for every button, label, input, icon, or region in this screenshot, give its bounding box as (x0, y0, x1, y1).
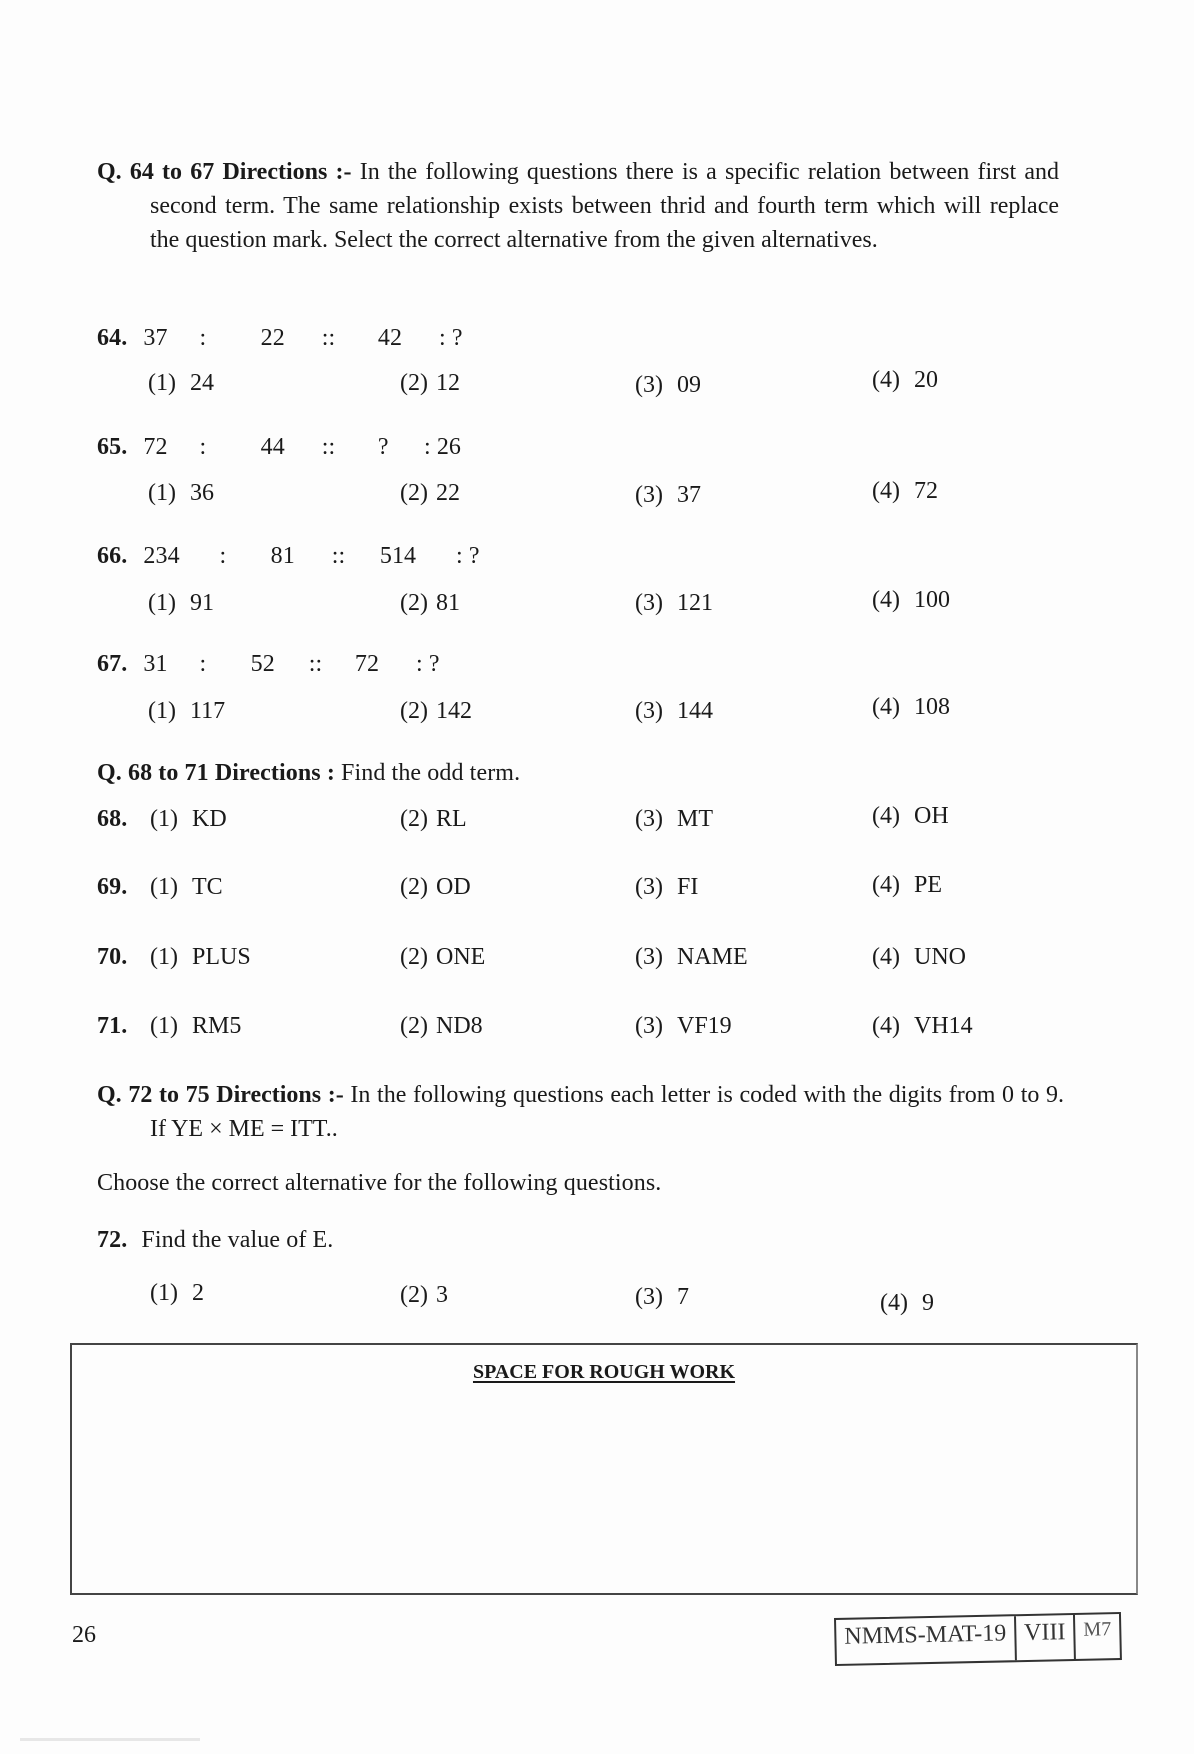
option-label: (3) (635, 698, 663, 724)
option-value: MT (676, 806, 713, 832)
option-value: 2 (191, 1280, 204, 1306)
option-label: (4) (872, 872, 900, 898)
option-64-2[interactable] (400, 370, 460, 397)
scan-artifact (20, 1738, 200, 1741)
term: 42 (377, 325, 403, 351)
option-label: (4) (872, 587, 900, 613)
question-68 (97, 806, 127, 833)
option-label: (2) (400, 1282, 428, 1308)
option-label: (3) (635, 590, 663, 616)
term: :: (321, 434, 336, 460)
option-label: (2) (400, 944, 428, 970)
term: 81 (270, 543, 295, 569)
directions-72-75 (97, 1078, 1064, 1146)
option-value: 24 (189, 370, 214, 396)
term: ? (377, 434, 389, 460)
term: 72 (354, 651, 380, 677)
option-label: (3) (635, 372, 663, 398)
option-label: (3) (635, 874, 663, 900)
option-label: (3) (635, 1013, 663, 1039)
term: 44 (260, 434, 285, 460)
option-64-3[interactable] (635, 372, 701, 399)
option-label: (3) (635, 944, 663, 970)
option-label: (3) (635, 806, 663, 832)
option-value: 121 (676, 590, 713, 616)
directions-text: In the following questions each letter is coded with the digits from 0 to 9. If YE × ME = ITT.. (150, 1082, 1065, 1142)
option-value: PLUS (191, 944, 251, 970)
option-70-3[interactable] (635, 944, 748, 971)
option-65-4[interactable] (872, 478, 938, 505)
option-67-3[interactable] (635, 698, 713, 725)
option-71-3[interactable] (635, 1013, 732, 1040)
option-label: (4) (880, 1290, 908, 1316)
option-68-1[interactable] (150, 806, 227, 833)
option-value: 22 (435, 480, 460, 506)
option-68-2[interactable] (400, 806, 467, 833)
option-value: TC (191, 874, 223, 900)
option-65-1[interactable] (148, 480, 214, 507)
option-65-2[interactable] (400, 480, 460, 507)
option-64-4[interactable] (872, 367, 938, 394)
option-66-2[interactable] (400, 590, 460, 617)
question-66 (97, 543, 480, 570)
option-72-2[interactable] (400, 1282, 448, 1309)
term: :: (321, 325, 336, 351)
option-label: (4) (872, 694, 900, 720)
option-value: 142 (435, 698, 472, 724)
page-number: 26 (72, 1622, 96, 1648)
option-value: 144 (676, 698, 713, 724)
option-66-1[interactable] (148, 590, 214, 617)
option-67-4[interactable] (872, 694, 950, 721)
option-label: (2) (400, 1013, 428, 1039)
option-value: KD (191, 806, 227, 832)
term: 514 (379, 543, 417, 569)
option-value: OD (435, 874, 471, 900)
option-label: (4) (872, 1013, 900, 1039)
directions-heading: Q. 68 to 71 Directions : (97, 760, 335, 786)
term: 52 (250, 651, 275, 677)
term: 234 (143, 543, 180, 569)
term: :: (308, 651, 323, 677)
term: : 26 (423, 434, 462, 460)
term: : (199, 325, 207, 351)
option-72-3[interactable] (635, 1284, 689, 1311)
question-number: 67. (97, 651, 128, 677)
option-value: 37 (676, 482, 701, 508)
option-label: (1) (150, 944, 178, 970)
option-label: (2) (400, 480, 428, 506)
option-66-4[interactable] (872, 587, 950, 614)
term: 31 (143, 651, 168, 677)
option-value: UNO (913, 944, 966, 970)
option-value: 117 (189, 698, 226, 724)
question-number: 65. (97, 434, 128, 460)
option-71-4[interactable] (872, 1013, 973, 1040)
term: : ? (438, 325, 463, 351)
option-71-2[interactable] (400, 1013, 483, 1040)
question-65 (97, 434, 461, 461)
option-value: 36 (189, 480, 214, 506)
option-value: 81 (435, 590, 460, 616)
question-number: 69. (97, 874, 128, 900)
question-67 (97, 651, 440, 678)
option-68-3[interactable] (635, 806, 713, 833)
option-label: (3) (635, 482, 663, 508)
directions-text: Find the odd term. (341, 760, 521, 786)
question-69 (97, 874, 127, 901)
option-value: 12 (435, 370, 460, 396)
option-label: (1) (150, 806, 178, 832)
option-label: (2) (400, 874, 428, 900)
term: : (199, 434, 207, 460)
instruction-text: Choose the correct alternative for the following questions. (97, 1170, 662, 1196)
question-number: 71. (97, 1013, 128, 1039)
option-value: 09 (676, 372, 701, 398)
term: 37 (143, 325, 168, 351)
option-69-3[interactable] (635, 874, 698, 901)
option-72-1[interactable] (150, 1280, 204, 1307)
option-value: RM5 (191, 1013, 242, 1039)
directions-68-71 (97, 760, 520, 787)
set-code: M7 (1083, 1618, 1112, 1641)
option-label: (2) (400, 806, 428, 832)
question-64 (97, 325, 463, 352)
option-value: ND8 (435, 1013, 483, 1039)
option-value: OH (913, 803, 949, 829)
option-67-1[interactable] (148, 698, 225, 725)
paper-code-box (834, 1612, 1122, 1666)
option-label: (1) (148, 590, 176, 616)
option-label: (1) (150, 1280, 178, 1306)
option-value: RL (435, 806, 467, 832)
option-70-2[interactable] (400, 944, 485, 971)
question-70 (97, 944, 127, 971)
option-value: VH14 (913, 1013, 973, 1039)
option-value: 91 (189, 590, 214, 616)
rough-work-title: SPACE FOR ROUGH WORK (472, 1361, 736, 1383)
option-value: FI (676, 874, 699, 900)
option-value: 72 (913, 478, 938, 504)
option-value: ONE (435, 944, 486, 970)
term: 72 (143, 434, 168, 460)
option-label: (1) (148, 480, 176, 506)
directions-64-67 (97, 155, 1059, 257)
option-value: PE (913, 872, 942, 898)
option-label: (2) (400, 370, 428, 396)
question-number: 68. (97, 806, 128, 832)
term: 22 (260, 325, 285, 351)
question-71 (97, 1013, 127, 1040)
rough-work-area (70, 1343, 1138, 1595)
option-label: (4) (872, 803, 900, 829)
class-code: VIII (1016, 1615, 1076, 1660)
paper-code: NMMS-MAT-19 (836, 1616, 1017, 1664)
term: : ? (415, 651, 440, 677)
term: :: (331, 543, 346, 569)
option-66-3[interactable] (635, 590, 713, 617)
directions-heading: Q. 72 to 75 Directions :- (97, 1082, 344, 1108)
option-value: 100 (913, 587, 950, 613)
option-label: (1) (148, 698, 176, 724)
option-72-4[interactable] (880, 1290, 934, 1317)
term: : ? (455, 543, 480, 569)
question-number: 72. (97, 1227, 128, 1253)
option-value: 9 (921, 1290, 934, 1316)
option-label: (1) (150, 1013, 178, 1039)
option-69-1[interactable] (150, 874, 223, 901)
question-text: Find the value of E. (141, 1227, 334, 1253)
question-number: 66. (97, 543, 128, 569)
option-67-2[interactable] (400, 698, 472, 725)
option-label: (1) (150, 874, 178, 900)
question-72 (97, 1227, 333, 1254)
option-value: 3 (435, 1282, 448, 1308)
option-label: (2) (400, 698, 428, 724)
option-value: 108 (913, 694, 950, 720)
term: : (219, 543, 227, 569)
option-label: (4) (872, 944, 900, 970)
option-label: (4) (872, 367, 900, 393)
option-64-1[interactable] (148, 370, 214, 397)
option-label: (4) (872, 478, 900, 504)
option-69-4[interactable] (872, 872, 942, 899)
option-70-4[interactable] (872, 944, 966, 971)
option-value: 20 (913, 367, 938, 393)
option-value: VF19 (676, 1013, 732, 1039)
directions-heading: Q. 64 to 67 Directions :- (97, 159, 352, 185)
option-69-2[interactable] (400, 874, 471, 901)
option-65-3[interactable] (635, 482, 701, 509)
directions-text: In the following questions there is a specific relation between first and second term. The same relationship exists between thrid and fourth term which will replace the question mark. Select the correct alternative from the given alternatives. (150, 159, 1059, 253)
option-value: NAME (676, 944, 748, 970)
option-label: (1) (148, 370, 176, 396)
option-label: (3) (635, 1284, 663, 1310)
option-68-4[interactable] (872, 803, 949, 830)
option-70-1[interactable] (150, 944, 251, 971)
option-71-1[interactable] (150, 1013, 241, 1040)
question-number: 64. (97, 325, 128, 351)
term: : (199, 651, 207, 677)
option-label: (2) (400, 590, 428, 616)
question-number: 70. (97, 944, 128, 970)
option-value: 7 (676, 1284, 689, 1310)
